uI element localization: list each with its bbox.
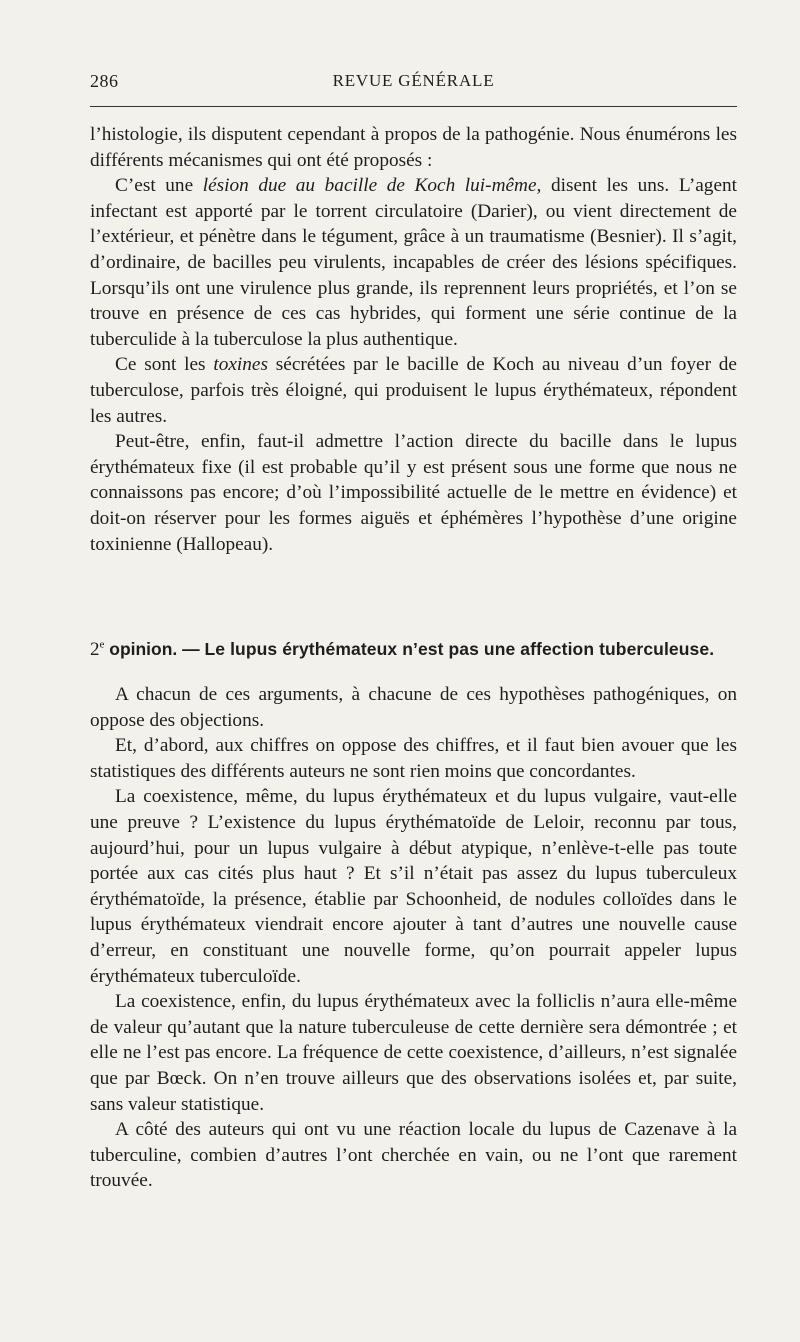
text-block-first bbox=[90, 122, 737, 557]
section-number-superscript: e bbox=[99, 638, 105, 651]
italic-text: lésion due au bacille de Koch lui-même, bbox=[202, 175, 542, 197]
paragraph: La coexistence, enfin, du lupus érythémateux avec la folliclis n’aura elle-même de valeur qu’autant que la nature tuberculeuse de cette dernière sera démontrée ; et elle ne l’est pas encore. La fréquence de cette coexistence, d’ailleurs, n’est signalée que par Bœck. On n’en trouve ailleurs que des observations isolées et, par suite, sans valeur statistique. bbox=[90, 991, 737, 1115]
page-number: 286 bbox=[90, 71, 119, 91]
section-label: opinion. — bbox=[104, 639, 205, 659]
paragraph: l’histologie, ils disputent cependant à propos de la pathogénie. Nous énumérons les différents mécanismes qui ont été proposés : bbox=[90, 124, 737, 171]
text-block-second bbox=[90, 682, 737, 1194]
running-title: REVUE GÉNÉRALE bbox=[332, 71, 495, 90]
text-run: C’est une bbox=[115, 175, 203, 197]
text-run: Ce sont les bbox=[115, 354, 214, 376]
header-rule bbox=[90, 106, 737, 107]
paragraph bbox=[90, 352, 737, 429]
paragraph: La coexistence, même, du lupus érythémateux et du lupus vulgaire, vaut-elle une preuve ? L’existence du lupus érythématoïde de Leloir, reconnu par tous, aujourd’hui, pour un lupus vulgaire à début atypique, n’enlève-t-elle pas toute portée aux cas cités plus haut ? Et s’il n’était pas assez du lupus tuberculeux érythématoïde, la présence, établie par Schoonheid, de nodules colloïdes dans le lupus érythémateux viendrait encore ajouter à tant d’autres une nouvelle cause d’erreur, en constituant une nouvelle forme, qu’on pourrait appeler lupus érythémateux tuberculoïde. bbox=[90, 786, 737, 987]
paragraph bbox=[90, 173, 737, 352]
paragraph: A chacun de ces arguments, à chacune de ces hypothèses pathogéniques, on oppose des objections. bbox=[90, 684, 737, 731]
paragraph: Et, d’abord, aux chiffres on oppose des chiffres, et il faut bien avouer que les statistiques des différents auteurs ne sont rien moins que concordantes. bbox=[90, 735, 737, 782]
section-heading bbox=[90, 636, 737, 663]
italic-text: toxines bbox=[213, 354, 268, 376]
section-number-digit: 2 bbox=[90, 639, 100, 660]
page-header bbox=[90, 71, 737, 97]
paragraph: Peut-être, enfin, faut-il admettre l’action directe du bacille dans le lupus érythémateux fixe (il est probable qu’il y est présent sous une forme que nous ne connaissons pas encore; d’où l’impossibilité actuelle de le mettre en évidence) et doit-on réserver pour les formes aiguës et éphémères l’hypothèse d’une origine toxinienne (Hallopeau). bbox=[90, 431, 737, 555]
text-run: disent les uns. L’agent infectant est apporté par le torrent circulatoire (Darier), ou vient directement de l’extérieur, et pénètre dans le tégument, grâce à un traumatisme (Besnier). Il s’agit, d’ordinaire, de bacilles peu virulents, incapables de créer des lésions spécifiques. Lorsqu’ils ont une virulence plus grande, ils reprennent leurs propriétés, et l’on se trouve en présence de ces cas hybrides, qui forment une série continue de la tuberculide à la tuberculose la plus authentique. bbox=[90, 175, 737, 350]
section-title: Le lupus érythémateux n’est pas une affection tuberculeuse. bbox=[204, 639, 715, 659]
section-number bbox=[90, 639, 104, 660]
paragraph: A côté des auteurs qui ont vu une réaction locale du lupus de Cazenave à la tuberculine, combien d’autres l’ont cherchée en vain, ou ne l’ont que rarement trouvée. bbox=[90, 1119, 737, 1192]
text-run: sécrétées par le bacille de Koch au niveau d’un foyer de tuberculose, parfois très éloigné, qui produisent le lupus érythémateux, répondent les autres. bbox=[90, 354, 737, 427]
